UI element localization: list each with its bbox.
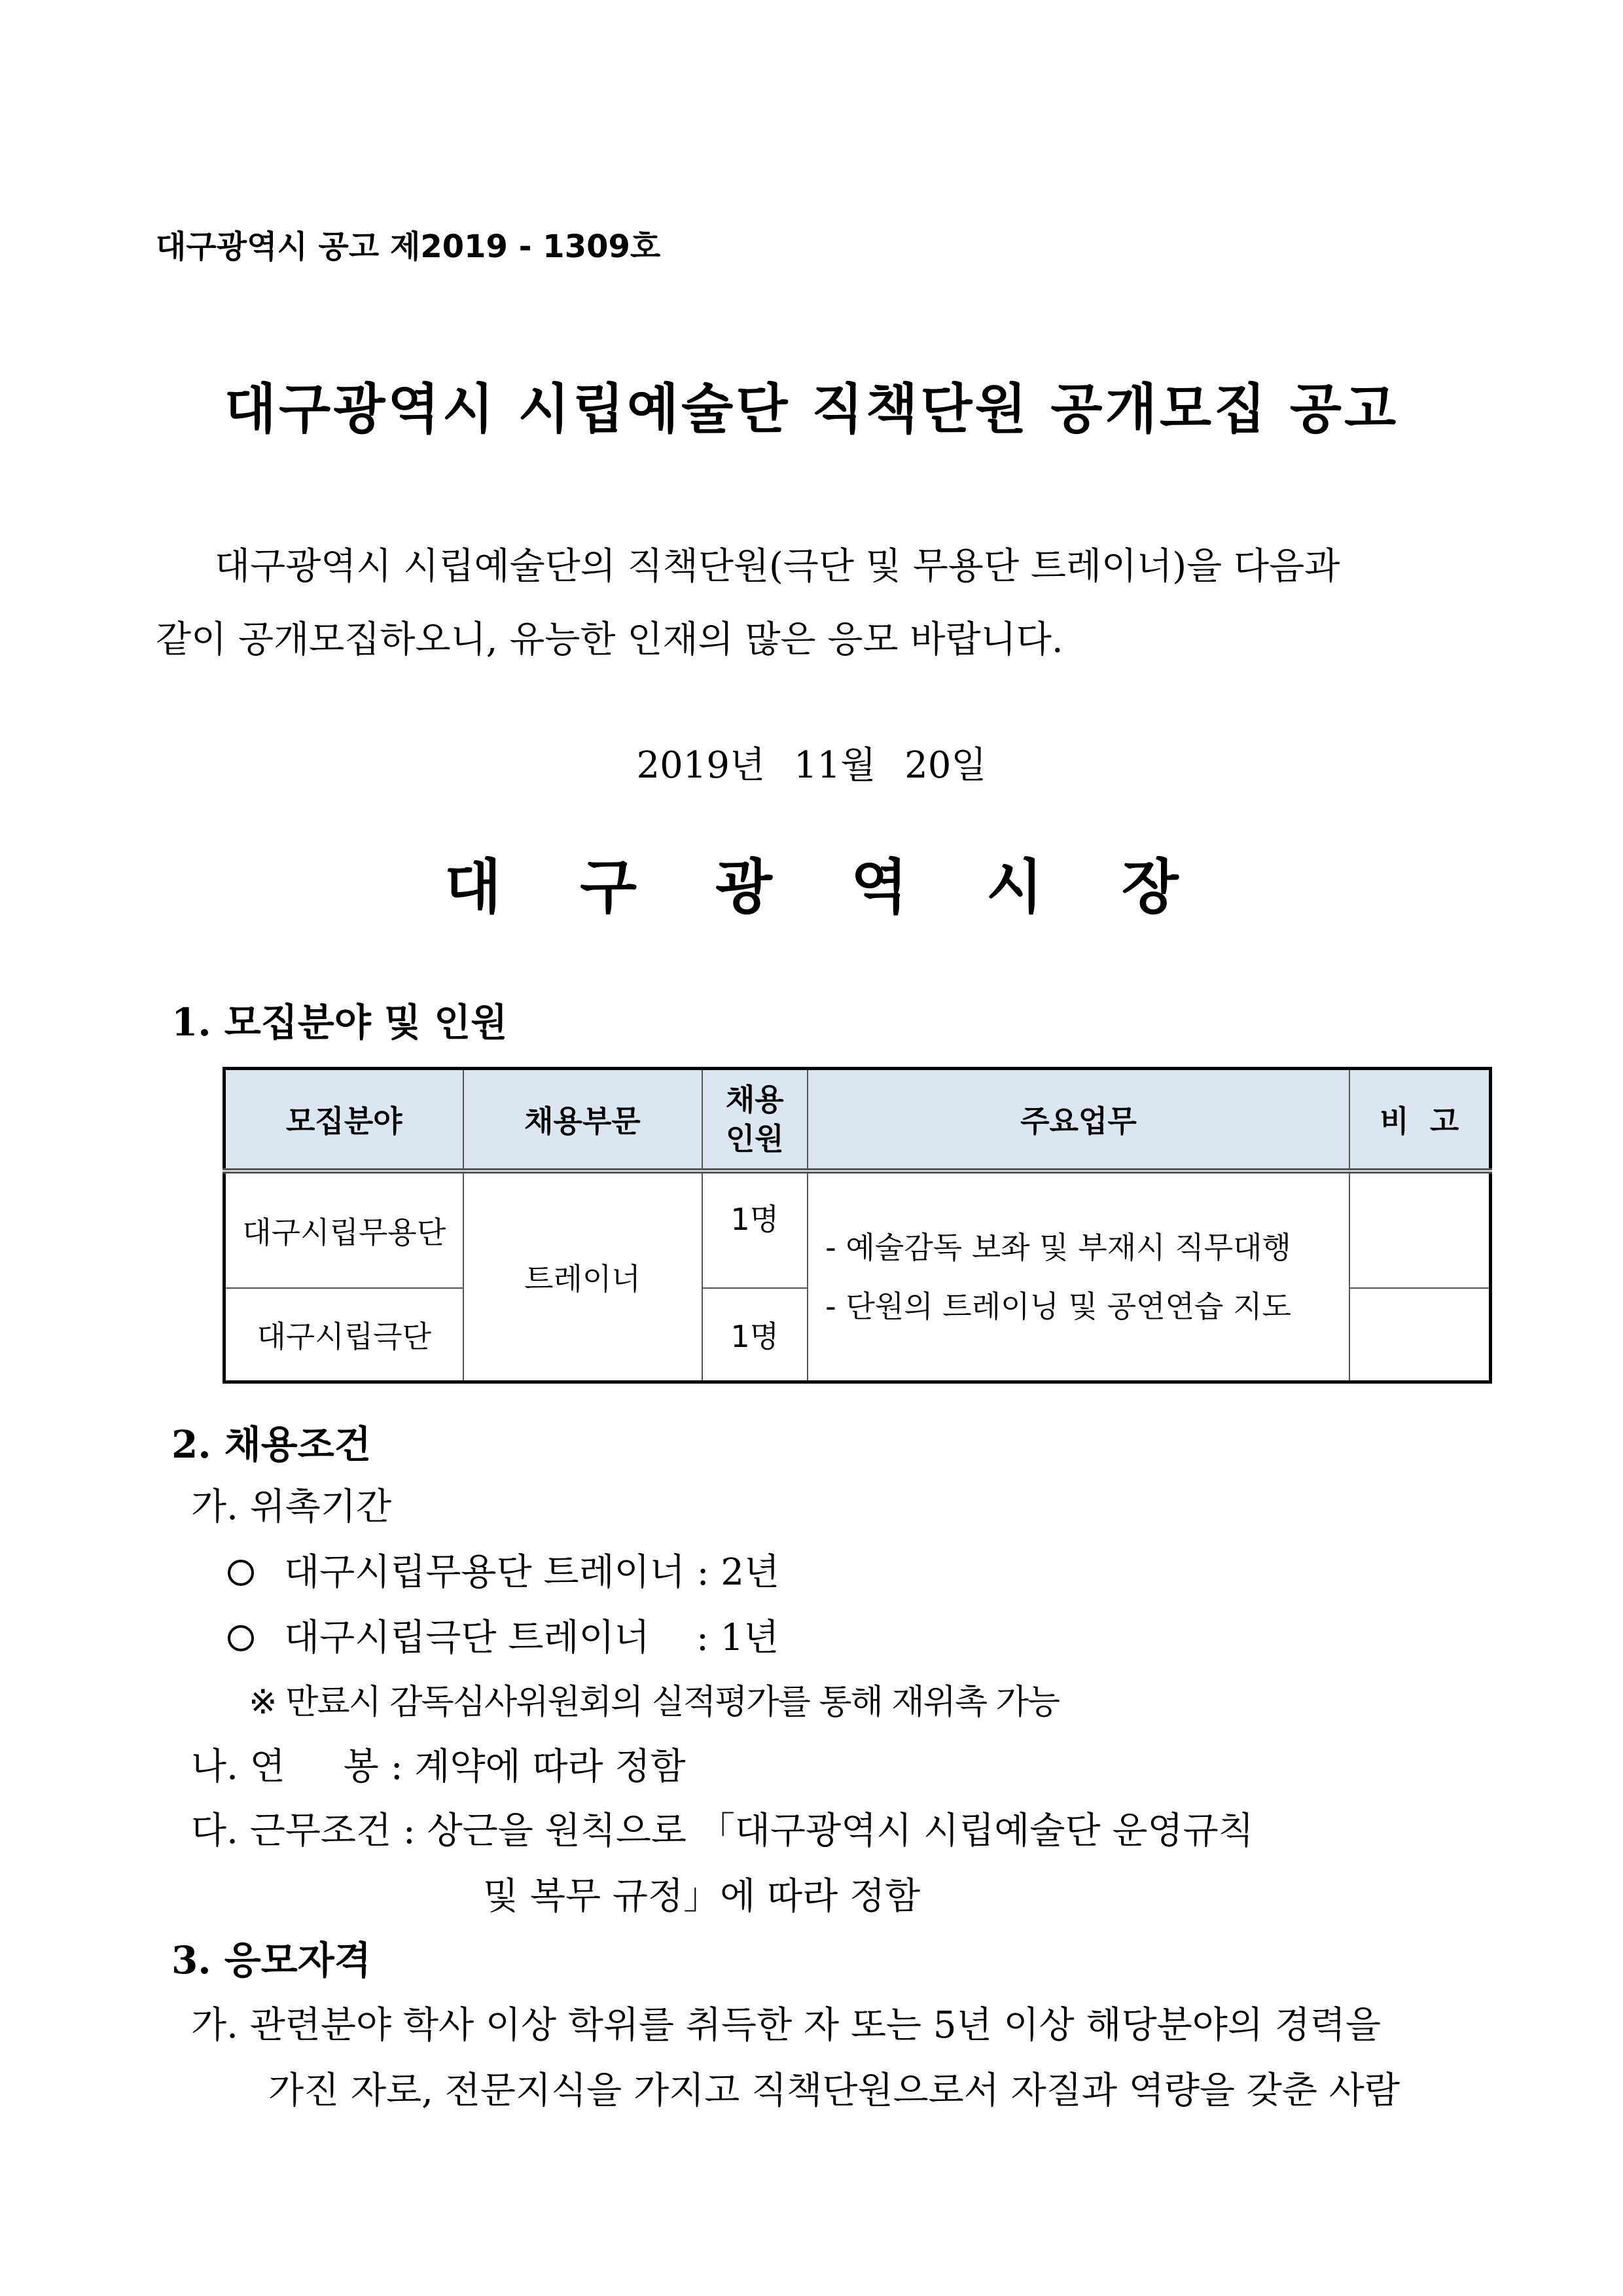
circle-bullet-icon	[228, 1560, 254, 1586]
notice-date: 2019년 11월 20일	[636, 744, 987, 787]
work-conditions-line-2: 및 복무 규정」에 따라 정함	[483, 1875, 921, 1918]
term-item	[228, 1609, 779, 1661]
notice-number: 대구광역시 공고 제2019 - 1309호	[156, 228, 661, 265]
intro-line-1: 대구광역시 시립예술단의 직책단원(극단 및 무용단 트레이너)을 다음과	[215, 545, 1340, 588]
renewal-note: ※ 만료시 감독심사위원회의 실적평가를 통해 재위촉 가능	[249, 1683, 1060, 1722]
document-title: 대구광역시 시립예술단 직책단원 공개모집 공고	[224, 378, 1399, 440]
cell-remarks	[1349, 1288, 1491, 1382]
circle-bullet-icon	[228, 1625, 254, 1651]
section-2-heading: 2. 채용조건	[171, 1422, 371, 1467]
section-1-heading: 1. 모집분야 및 인원	[171, 1000, 508, 1045]
term-text: 대구시립무용단 트레이너 : 2년	[284, 1551, 780, 1594]
salary-line: 나. 연 봉 : 계약에 따라 정함	[191, 1746, 686, 1788]
cell-duties	[808, 1171, 1349, 1382]
qualification-line-1: 가. 관련분야 학사 이상 학위를 취득한 자 또는 5년 이상 해당분야의 경력을	[191, 2004, 1382, 2047]
duty-item: - 단원의 트레이닝 및 공연연습 지도	[825, 1289, 1291, 1324]
header-duties: 주요업무	[808, 1069, 1349, 1172]
cell-count: 1명	[702, 1171, 808, 1288]
table-header-row	[224, 1069, 1491, 1172]
cell-count: 1명	[702, 1288, 808, 1382]
term-subheading: 가. 위촉기간	[191, 1486, 392, 1528]
cell-field: 대구시립극단	[224, 1288, 463, 1382]
header-field: 모집분야	[224, 1069, 463, 1172]
cell-field: 대구시립무용단	[224, 1171, 463, 1288]
table-row	[224, 1171, 1491, 1288]
cell-position: 트레이너	[463, 1171, 702, 1382]
header-department: 채용부문	[463, 1069, 702, 1172]
duty-item: - 예술감독 보좌 및 부재시 직무대행	[825, 1230, 1291, 1265]
section-3-heading: 3. 응모자격	[171, 1938, 371, 1982]
qualification-line-2: 가진 자로, 전문지식을 가지고 직책단원으로서 자질과 역량을 갖춘 사람	[268, 2070, 1400, 2112]
intro-paragraph	[156, 530, 1504, 677]
recruitment-table	[223, 1067, 1492, 1384]
header-count: 채용 인원	[702, 1069, 808, 1172]
intro-line-2: 같이 공개모집하오니, 유능한 인재의 많은 응모 바랍니다.	[156, 619, 1063, 661]
header-remarks: 비 고	[1349, 1069, 1491, 1172]
issuer-name: 대구광역시장	[444, 852, 1257, 922]
term-item	[228, 1543, 779, 1596]
cell-remarks	[1349, 1171, 1491, 1288]
term-text: 대구시립극단 트레이너 : 1년	[284, 1617, 779, 1659]
work-conditions-line-1: 다. 근무조건 : 상근을 원칙으로 「대구광역시 시립예술단 운영규칙	[191, 1810, 1254, 1852]
